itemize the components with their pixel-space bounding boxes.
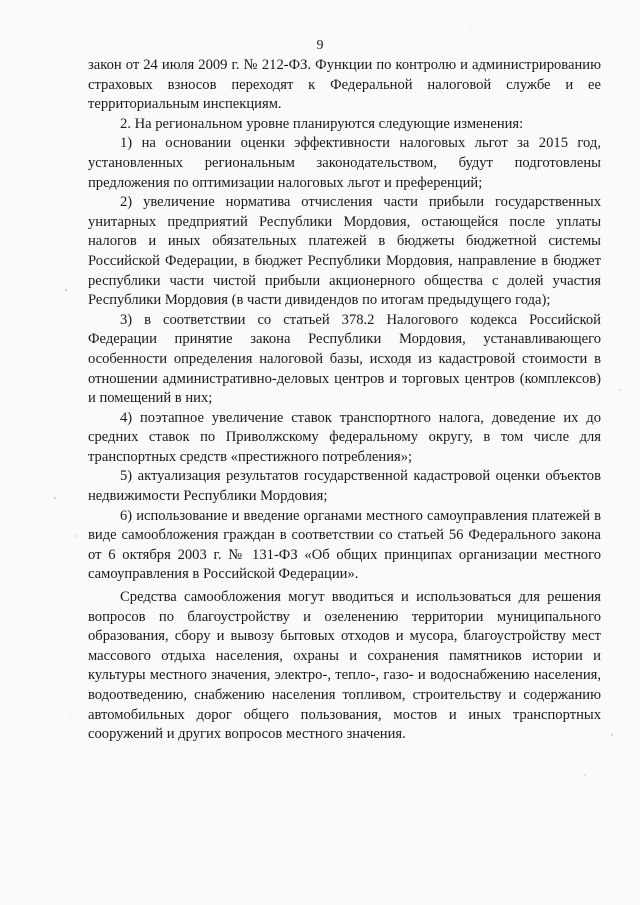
list-item-6-self-taxation: 6) использование и введение органами местного самоуправления платежей в виде самообложения граждан в соответствии со статьей 56 Федерального закона от 6 октября 2003 г. № 131-ФЗ «Об общих принципах организации местного самоуправления в Российской Федерации». <box>88 507 601 583</box>
list-item-1-tax-benefits: 1) на основании оценки эффективности налоговых льгот за 2015 год, установленных региональным законодательством, будут подготовлены предложения по оптимизации налоговых льгот и преференций; <box>88 135 601 191</box>
list-item-5-cadastral-assessment: 5) актуализация результатов государственной кадастровой оценки объектов недвижимости Республики Мордовия; <box>88 468 601 505</box>
document-body <box>88 56 601 745</box>
paragraph-continuation: закон от 24 июля 2009 г. № 212-ФЗ. Функции по контролю и администрированию страховых взносов переходят к Федеральной налоговой службе и ее территориальным инспекциям. <box>88 57 601 113</box>
paragraph-regional-changes-intro: 2. На региональном уровне планируются следующие изменения: <box>120 115 524 132</box>
list-item-3-cadastral-value-law: 3) в соответствии со статьей 378.2 Налогового кодекса Российской Федерации принятие закона Республики Мордовия, устанавливающего особенности определения налоговой базы, исходя из кадастровой стоимости в отношении административно-деловых центров и торговых центров (комплексов) и помещений в них; <box>88 311 601 407</box>
list-item-2-profit-deductions: 2) увеличение норматива отчисления части прибыли государственных унитарных предприятий Республики Мордовия, остающейся после уплаты налогов и иных обязательных платежей в бюджеты бюджетной системы Российской Федерации, в бюджет Республики Мордовия, направление в бюджет республики части чистой прибыли акционерного общества с долей участия Республики Мордовия (в части дивидендов по итогам предыдущего года); <box>88 194 601 309</box>
list-item-4-transport-tax: 4) поэтапное увеличение ставок транспортного налога, доведение их до средних ставок по Приволжскому федеральному округу, в том числе для транспортных средств «престижного потребления»; <box>88 409 601 465</box>
paragraph-self-taxation-funds: Средства самообложения могут вводиться и использоваться для решения вопросов по благоустройству и озеленению территории муниципального образования, сбору и вывозу бытовых отходов и мусора, благоустройству мест массового отдыха населения, охраны и сохранения памятников истории и культуры местного значения, электро-, тепло-, газо- и водоснабжению населения, водоотведению, снабжению населения топливом, строительству и содержанию автомобильных дорог общего пользования, мостов и иных транспортных сооружений и других вопросов местного значения. <box>88 589 601 743</box>
page-number: 9 <box>316 38 324 53</box>
